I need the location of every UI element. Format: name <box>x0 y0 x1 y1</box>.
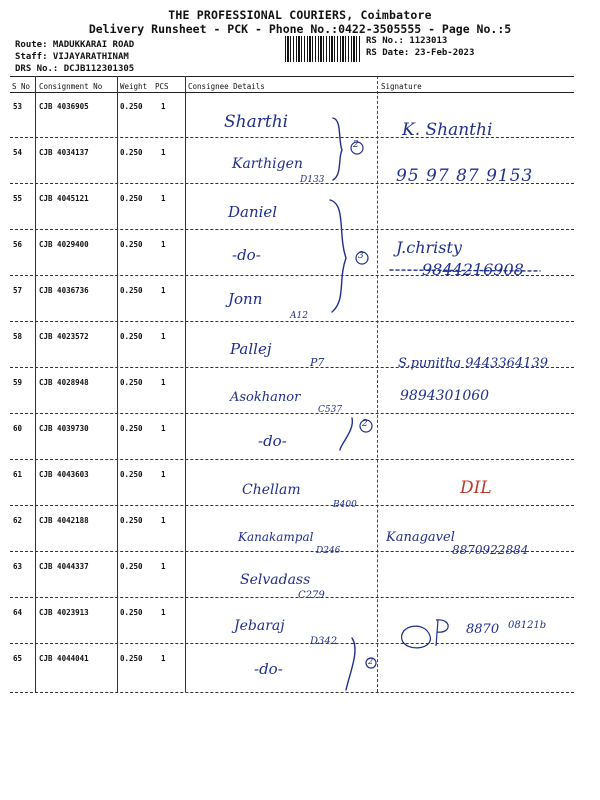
consignee-name: Pallej <box>230 340 272 358</box>
consignee-name: Daniel <box>228 203 278 221</box>
row-sno: 61 <box>13 470 23 479</box>
row-pcs: 1 <box>161 516 166 525</box>
row-consignment: CJB 4029400 <box>39 240 89 249</box>
row-consignment: CJB 4039730 <box>39 424 89 433</box>
row-sno: 56 <box>13 240 23 249</box>
row-sno: 59 <box>13 378 23 387</box>
document-title: THE PROFESSIONAL COURIERS, Coimbatore <box>168 8 432 22</box>
row-weight: 0.250 <box>120 102 143 111</box>
receiver-phone: 9894301060 <box>400 388 490 404</box>
brace-mark <box>333 118 342 180</box>
row-sno: 54 <box>13 148 23 157</box>
consignee-code: P7 <box>310 356 325 369</box>
row-consignment: CJB 4036736 <box>39 286 89 295</box>
row-weight: 0.250 <box>120 470 143 479</box>
row-pcs: 1 <box>161 148 166 157</box>
consignee-name: Sharthi <box>224 112 289 132</box>
row-weight: 0.250 <box>120 654 143 663</box>
row-pcs: 1 <box>161 608 166 617</box>
row-pcs: 1 <box>161 562 166 571</box>
document-subtitle: Delivery Runsheet - PCK - Phone No.:0422-3505555 - Page No.:5 <box>88 22 512 36</box>
row-pcs: 1 <box>161 470 166 479</box>
receiver-phone: 95 97 87 9153 <box>396 166 534 186</box>
row-weight: 0.250 <box>120 378 143 387</box>
col-header-pcs: PCS <box>155 82 169 91</box>
consignee-name: Jonn <box>228 290 263 308</box>
row-pcs: 1 <box>161 240 166 249</box>
brace-mark <box>340 418 352 450</box>
count-mark: 2 <box>368 657 374 666</box>
row-pcs: 1 <box>161 286 166 295</box>
brace-mark <box>346 638 355 690</box>
consignee-name: Selvadass <box>240 572 311 588</box>
count-mark: 2 <box>353 140 359 150</box>
row-weight: 0.250 <box>120 424 143 433</box>
row-sno: 58 <box>13 332 23 341</box>
row-weight: 0.250 <box>120 608 143 617</box>
consignee-code: C537 <box>318 405 343 415</box>
row-consignment: CJB 4023572 <box>39 332 89 341</box>
row-consignment: CJB 4036905 <box>39 102 89 111</box>
row-weight: 0.250 <box>120 332 143 341</box>
row-pcs: 1 <box>161 654 166 663</box>
row-consignment: CJB 4034137 <box>39 148 89 157</box>
count-mark: 2 <box>362 419 368 429</box>
row-sno: 62 <box>13 516 23 525</box>
receiver-signature: Kanagavel <box>386 530 455 545</box>
rs-number: RS No.: 1123013 <box>366 36 448 46</box>
row-weight: 0.250 <box>120 240 143 249</box>
receiver-phone: 9844216908 <box>422 260 524 279</box>
receiver-signature: K. Shanthi <box>402 120 493 140</box>
row-weight: 0.250 <box>120 562 143 571</box>
consignee-name: -do- <box>258 432 287 450</box>
consignee-code: C279 <box>298 590 325 601</box>
row-sno: 55 <box>13 194 23 203</box>
row-pcs: 1 <box>161 332 166 341</box>
col-header-sno: S No <box>12 82 31 91</box>
row-pcs: 1 <box>161 102 166 111</box>
row-sno: 64 <box>13 608 23 617</box>
rs-date: RS Date: 23-Feb-2023 <box>366 48 475 58</box>
consignee-name: Chellam <box>242 482 301 498</box>
consignee-code: B400 <box>333 500 357 510</box>
receiver-signature: J.christy <box>396 238 462 257</box>
row-consignment: CJB 4044041 <box>39 654 89 663</box>
receiver-remark: DIL <box>460 478 492 498</box>
col-header-signature: Signature <box>381 82 422 91</box>
row-consignment: CJB 4023913 <box>39 608 89 617</box>
row-weight: 0.250 <box>120 516 143 525</box>
col-header-consignee: Consignee Details <box>188 82 265 91</box>
row-consignment: CJB 4044337 <box>39 562 89 571</box>
row-consignment: CJB 4045121 <box>39 194 89 203</box>
consignee-name: -do- <box>232 246 261 264</box>
signature-stroke <box>436 620 448 646</box>
count-mark: 3 <box>358 251 364 261</box>
row-weight: 0.250 <box>120 194 143 203</box>
receiver-signature: S.punitha 9443364139 <box>398 356 548 371</box>
consignee-code: D342 <box>310 636 338 647</box>
consignee-code: D133 <box>300 175 325 185</box>
consignee-code: D246 <box>316 546 341 556</box>
row-sno: 57 <box>13 286 23 295</box>
row-pcs: 1 <box>161 378 166 387</box>
staff-label: Staff: VIJAYARATHINAM <box>15 52 129 62</box>
consignee-name: Karthigen <box>232 156 303 172</box>
receiver-phone: 08121b <box>508 620 547 631</box>
consignee-name: Jebaraj <box>234 618 285 634</box>
col-header-consignment: Consignment No <box>39 82 103 91</box>
row-sno: 63 <box>13 562 23 571</box>
row-sno: 60 <box>13 424 23 433</box>
row-pcs: 1 <box>161 194 166 203</box>
row-consignment: CJB 4042188 <box>39 516 89 525</box>
row-sno: 65 <box>13 654 23 663</box>
brace-mark <box>330 200 346 312</box>
row-weight: 0.250 <box>120 286 143 295</box>
receiver-phone: 8870922884 <box>452 543 529 557</box>
consignee-name: Asokhanor <box>230 390 301 405</box>
row-consignment: CJB 4028948 <box>39 378 89 387</box>
route-label: Route: MADUKKARAI ROAD <box>15 40 135 50</box>
row-weight: 0.250 <box>120 148 143 157</box>
receiver-phone: 8870 <box>466 622 500 637</box>
circle-mark <box>402 626 431 648</box>
row-sno: 53 <box>13 102 23 111</box>
consignee-name: -do- <box>254 660 283 678</box>
row-consignment: CJB 4043603 <box>39 470 89 479</box>
col-header-weight: Weight <box>120 82 148 91</box>
consignee-code: A12 <box>290 311 308 321</box>
drs-number: DRS No.: DCJB112301305 <box>15 64 135 74</box>
row-pcs: 1 <box>161 424 166 433</box>
consignee-name: Kanakampal <box>238 530 314 544</box>
